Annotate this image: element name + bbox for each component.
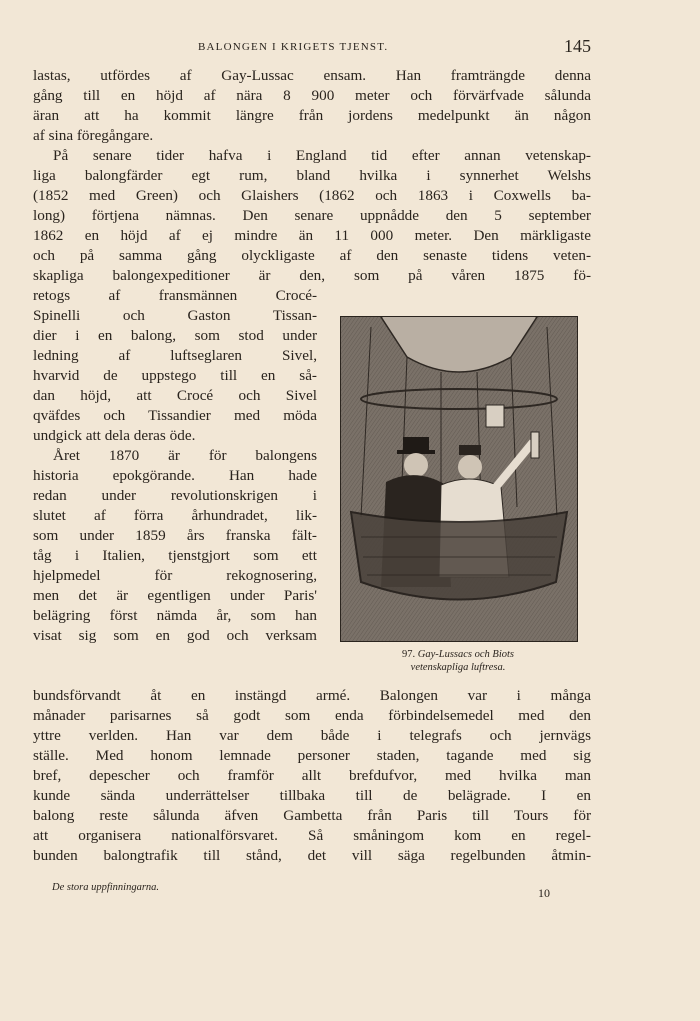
footer-signature: 10	[538, 886, 550, 900]
text-line: dier i en balong, som stod under	[33, 327, 317, 344]
page-number: 145	[564, 36, 591, 56]
caption-line: Gay-Lussacs och Biots	[417, 649, 514, 660]
body-text-bottom	[33, 686, 591, 866]
text-line: hvarvid de uppstego till en så-	[33, 367, 317, 384]
text-line: liga balongfärder egt rum, bland hvilka i synnerhet Welshs	[33, 167, 591, 184]
text-line: På senare tider hafva i England tid efter annan vetenskap-	[53, 147, 591, 164]
text-line: slutet af förra århundradet, lik-	[33, 507, 317, 524]
text-line: skapliga balongexpeditioner är den, som på våren 1875 fö-	[33, 267, 591, 284]
text-line: äran att ha kommit längre från jordens medelpunkt än någon	[33, 107, 591, 124]
text-line: att organisera nationalförsvaret. Så småningom kom en regel-	[33, 827, 591, 844]
text-line: retogs af fransmännen Crocé-	[33, 287, 317, 304]
text-line: hjelpmedel för rekognosering,	[33, 567, 317, 584]
footer-book-title: De stora uppfinningarna.	[52, 882, 160, 893]
text-line: dan höjd, att Crocé och Sivel	[33, 387, 317, 404]
text-line: redan under revolutionskrigen i	[33, 487, 317, 504]
text-line: visat sig som en god och verksam	[33, 627, 317, 644]
text-line: Året 1870 är för balongens	[53, 447, 317, 464]
text-line: bunden balongtrafik till stånd, det vill säga regelbunden åtmin-	[33, 847, 591, 864]
text-line: af sina föregångare.	[33, 127, 154, 144]
text-line: tåg i Italien, tjenstgjort som ett	[33, 547, 317, 564]
text-line: 1862 en höjd af ej mindre än 11 000 meter. Den märkligaste	[33, 227, 591, 244]
text-line: balong reste sålunda äfven Gambetta från Paris till Tours för	[33, 807, 591, 824]
text-line: men det är egentligen under Paris'	[33, 587, 317, 604]
text-line: gång till en höjd af nära 8 900 meter och förvärfvade sålunda	[33, 87, 591, 104]
text-line: bref, depescher och framför allt brefdufvor, med hvilka man	[33, 767, 591, 784]
text-line: månader parisarnes så godt som enda förbindelsemedel med den	[33, 707, 591, 724]
running-title: BALONGEN I KRIGETS TJENST.	[198, 41, 389, 53]
text-line: historia epokgörande. Han hade	[33, 467, 317, 484]
engraving-svg	[341, 317, 577, 641]
text-line: undgick att dela deras öde.	[33, 427, 196, 444]
caption-line: vetenskapliga luftresa.	[410, 662, 506, 673]
text-line: ledning af luftseglaren Sivel,	[33, 347, 317, 364]
text-line: bundsförvandt åt en instängd armé. Balongen var i många	[33, 687, 591, 704]
text-line: ställe. Med honom lemnade personer staden, tagande med sig	[33, 747, 591, 764]
text-line: (1852 med Green) och Glaishers (1862 och 1863 i Coxwells ba-	[33, 187, 591, 204]
text-line: kunde sända underrättelser tillbaka till de belägrade. I en	[33, 787, 591, 804]
balloon-engraving-illustration	[340, 316, 578, 642]
text-line: Spinelli och Gaston Tissan-	[33, 307, 317, 324]
text-line: som under 1859 års franska fält-	[33, 527, 317, 544]
text-line: och på samma gång olyckligaste af den senaste tidens veten-	[33, 247, 591, 264]
body-text-left-column	[33, 286, 317, 646]
figure-caption	[343, 648, 573, 674]
text-line: yttre verlden. Han var dem både i telegrafs och jernvägs	[33, 727, 591, 744]
text-line: lastas, utfördes af Gay-Lussac ensam. Han framträngde denna	[33, 67, 591, 84]
figure-number: 97.	[402, 649, 416, 660]
text-line: long) förtjena nämnas. Den senare uppnådde den 5 september	[33, 207, 591, 224]
balloon-basket	[351, 512, 567, 600]
text-line: belägring först nämda år, som han	[33, 607, 317, 624]
text-line: qväfdes och Tissandier med möda	[33, 407, 317, 424]
body-text-top	[33, 66, 591, 286]
bird-cage	[486, 405, 504, 427]
